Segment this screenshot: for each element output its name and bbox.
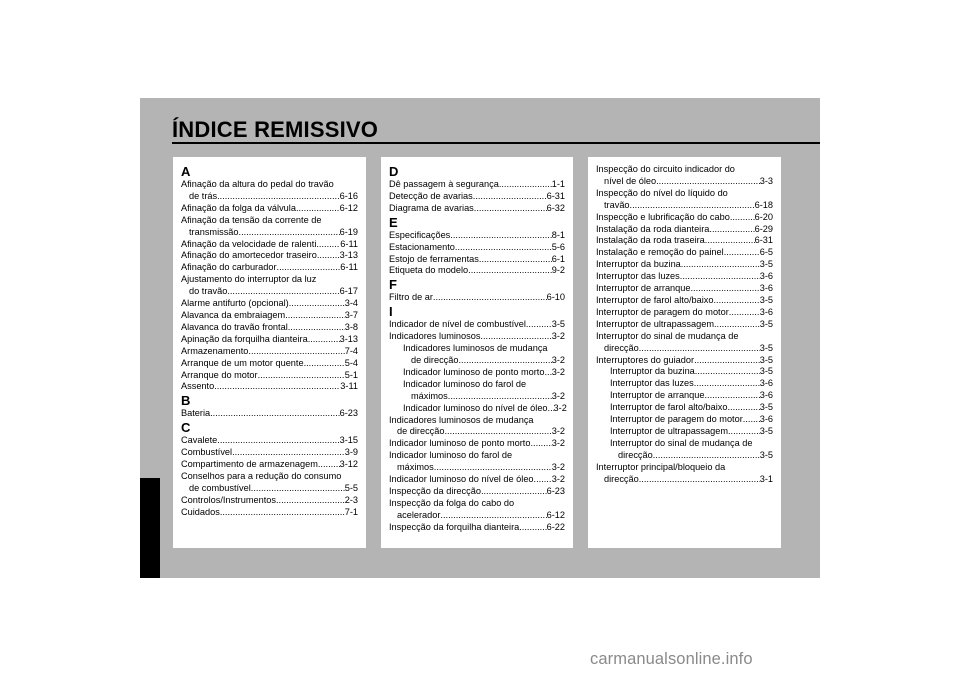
dot-leader [239,227,340,239]
index-entry-page: 3-6 [759,414,773,425]
index-entry-text: Afinação da tensão da corrente de [181,214,322,225]
index-entry-text: Interruptor de farol alto/baixo [610,402,728,413]
index-entry-text: Compartimento de armazenagem [181,459,318,470]
index-entry [389,331,565,343]
index-entry-page: 6-20 [754,211,773,222]
dot-leader [285,310,345,322]
index-entry-text: Armazenamento [181,345,249,356]
dot-leader [474,203,547,215]
index-entry-page: 3-9 [344,447,358,458]
index-entry-text: direcção [604,342,639,353]
index-entry-text: Estacionamento [389,241,455,252]
index-entry-page: 3-7 [344,309,358,320]
index-entry-text: Cuidados [181,506,220,517]
index-entry [389,474,565,486]
index-entry [389,319,565,331]
index-column-3 [588,157,781,548]
index-entry-page: 6-10 [546,292,565,303]
index-entry-text: Interruptor de farol alto/baixo [596,294,714,305]
index-entry [389,179,565,191]
dot-leader [317,250,340,262]
index-entry-page: 6-12 [546,509,565,520]
dot-leader [276,495,345,507]
index-entry-text: Afinação da folga da válvula [181,202,296,213]
index-entry [181,408,358,420]
index-entry-page: 6-29 [754,223,773,234]
index-entry-text: Indicador de nível de combustível [389,319,526,330]
dot-leader [248,346,344,358]
dot-leader [519,522,546,534]
page-title: ÍNDICE REMISSIVO [172,117,379,142]
index-entry-page: 3-13 [339,250,358,261]
dot-leader [445,426,552,438]
index-entry-text: Indicador luminoso de ponto morto [403,366,545,377]
index-entry [596,271,773,283]
dot-leader [727,402,759,414]
index-entry-text: Interruptor de arranque [610,390,705,401]
index-entry [181,191,358,203]
dot-leader [499,179,552,191]
dot-leader [730,212,755,224]
index-entry-text: Interruptor da buzina [596,259,681,270]
index-entry [596,200,773,212]
index-entry-page: 5-1 [344,369,358,380]
index-entry-text: Interruptor da buzina [610,366,695,377]
index-entry-text: Indicadores luminosos de mudança [389,414,534,425]
index-entry-page: 3-3 [759,175,773,186]
section-tab [140,478,160,578]
dot-leader [714,319,760,331]
index-entry-text: Interruptor do sinal de mudança de [610,437,753,448]
index-entry-page: 6-23 [339,408,358,419]
index-entry [596,283,773,295]
index-entry-text: direcção [618,449,653,460]
index-entry-page: 1-1 [551,179,565,189]
index-entry [181,346,358,358]
index-entry-text: Etiqueta do modelo [389,265,469,276]
index-entry [181,334,358,346]
index-entry-text: Inspecção da forquilha dianteira [389,521,520,532]
index-entry-page: 5-4 [344,357,358,368]
index-entry [181,262,358,274]
index-entry-page: 3-2 [551,474,565,485]
index-entry-text: Dê passagem à segurança [389,179,499,189]
index-entry [181,250,358,262]
dot-leader [656,176,760,188]
dot-leader [694,378,760,390]
index-entry-page: 3-5 [759,449,773,460]
index-entry-text: Indicadores luminosos [389,331,481,342]
dot-leader [227,286,339,298]
index-entry-page: 3-5 [759,354,773,365]
index-entry-page: 3-8 [344,321,358,332]
index-column-2 [381,157,573,548]
dot-leader [526,319,552,331]
index-entry [596,366,773,378]
index-entry [181,459,358,471]
index-entry-text: travão [604,199,630,210]
index-entry [181,298,358,310]
dot-leader [258,370,345,382]
index-entry-text: Inspecção e lubrificação do cabo [596,211,730,222]
index-entry [596,343,773,355]
index-entry [389,254,565,266]
index-entry-text: Instalação da roda dianteira [596,223,710,234]
index-entry-page: 6-31 [754,235,773,246]
index-entry [596,176,773,188]
index-entry-text: Assento [181,381,215,392]
watermark: carmanualsonline.info [590,650,753,668]
dot-leader [448,391,552,403]
index-entry-text: Ajustamento do interruptor da luz [181,274,317,285]
index-entry-text: Interruptor das luzes [596,271,680,282]
index-entry [596,414,773,426]
index-entry-text: Interruptor de arranque [596,283,691,294]
index-entry-page: 3-6 [759,378,773,389]
index-entry-page: 3-2 [553,402,567,413]
index-entry-text: máximos [397,462,434,473]
dot-leader [653,450,760,462]
index-letter-heading: D [389,164,399,179]
index-entry [181,227,358,239]
index-entry-text: Indicadores luminosos de mudança [403,343,548,354]
index-entry-page: 3-15 [339,435,358,446]
index-entry-page: 5-6 [551,241,565,252]
index-entry-text: Indicador luminoso do farol de [389,450,513,461]
dot-leader [277,262,341,274]
index-entry-page: 3-5 [759,259,773,270]
title-rule [172,142,820,144]
index-entry-page: 3-2 [551,462,565,473]
index-entry [596,378,773,390]
index-entry-page: 6-16 [339,190,358,201]
index-entry-text: Interruptor das luzes [610,378,694,389]
index-entry-page: 6-1 [551,253,565,264]
dot-leader [534,474,552,486]
index-entry [181,286,358,298]
index-entry-text: Diagrama de avarias [389,202,474,213]
index-entry [596,474,773,486]
index-entry [389,403,565,415]
index-entry-page: 3-2 [551,366,565,377]
dot-leader [691,283,760,295]
dot-leader [680,271,760,283]
dot-leader [220,507,345,519]
index-letter-heading: C [181,420,191,436]
dot-leader [639,343,760,355]
dot-leader [217,435,339,447]
index-entry [389,391,565,403]
index-entry-page: 3-13 [339,333,358,344]
index-entry [596,450,773,462]
index-entry-page: 3-2 [551,390,565,401]
dot-leader [705,390,760,402]
index-entry-text: Inspecção da folga do cabo do [389,497,515,508]
index-entry-text: de direcção [411,354,459,365]
index-entry-page: 6-31 [546,190,565,201]
index-entry [596,390,773,402]
index-entry [389,292,565,304]
index-entry-page: 3-12 [339,459,358,470]
index-entry-page: 3-5 [759,342,773,353]
dot-leader [296,203,340,215]
dot-leader [480,331,551,343]
dot-leader [743,414,760,426]
index-entry [181,507,358,519]
index-entry [181,495,358,507]
index-entry-text: de direcção [397,426,445,437]
index-entry [596,212,773,224]
index-entry-text: Instalação da roda traseira [596,235,705,246]
index-entry-text: Inspecção da direcção [389,485,481,496]
index-entry-text: transmissão [189,226,239,237]
dot-leader [681,259,760,271]
index-entry-text: Interruptor de paragem do motor [610,414,743,425]
index-entry-text: máximos [411,390,448,401]
index-entry-text: Afinação da velocidade de ralenti [181,238,317,249]
index-entry [389,355,565,367]
index-entry-page: 3-5 [759,294,773,305]
dot-leader [694,355,760,367]
index-entry [181,447,358,459]
index-entry [389,522,565,534]
index-entry [596,307,773,319]
index-entry-page: 3-11 [340,381,358,392]
index-entry-page: 3-5 [759,318,773,329]
index-entry-text: Detecção de avarias [389,190,473,201]
dot-leader [473,191,547,203]
index-entry [181,310,358,322]
index-entry [596,319,773,331]
dot-leader [450,230,551,242]
index-entry-text: Apinação da forquilha dianteira [181,333,308,344]
dot-leader [434,462,552,474]
index-entry-page: 3-5 [551,319,565,330]
index-entry-text: Indicador luminoso do nível de óleo [389,474,534,485]
dot-leader [729,307,760,319]
dot-leader [695,366,760,378]
index-entry [596,235,773,247]
dot-leader [289,298,345,310]
index-entry-text: Alavanca do travão frontal [181,321,288,332]
index-entry [389,265,565,277]
index-entry-text: Inspecção do circuito indicador do [596,164,735,174]
index-entry [181,435,358,447]
index-entry-page: 3-2 [551,426,565,437]
index-entry-text: acelerador [397,509,441,520]
index-entry-text: Filtro de ar [389,292,433,303]
index-entry-page: 6-11 [340,238,358,249]
index-entry [389,426,565,438]
index-entry-text: Interruptores do guiador [596,354,695,365]
index-entry-page: 6-11 [340,262,358,273]
index-entry-page: 6-17 [339,286,358,297]
dot-leader [304,358,345,370]
index-entry-page: 3-6 [759,271,773,282]
index-entry-page: 6-18 [754,199,773,210]
index-entry-text: Afinação da altura do pedal do travão [181,179,334,189]
dot-leader [433,292,547,304]
index-entry [389,367,565,379]
index-entry [389,486,565,498]
index-entry-text: Indicador luminoso de ponto morto [389,438,531,449]
index-entry [596,402,773,414]
index-letter-heading: A [181,164,191,179]
dot-leader [214,381,340,393]
index-entry-page: 5-5 [344,482,358,493]
index-entry-page: 8-1 [551,229,565,240]
index-entry-page: 3-6 [759,390,773,401]
index-entry-text: Inspecção do nível do líquido do [596,187,728,198]
index-entry-page: 3-5 [759,425,773,436]
index-entry-text: Especificações [389,229,451,240]
dot-leader [288,322,345,334]
index-entry-text: Controlos/Instrumentos [181,494,276,505]
dot-leader [440,510,546,522]
dot-leader [210,408,339,420]
dot-leader [481,486,547,498]
index-entry-page: 6-23 [546,485,565,496]
index-entry-text: direcção [604,473,639,484]
dot-leader [724,247,760,259]
index-entry-text: Interruptor principal/bloqueio da [596,461,726,472]
index-entry [181,203,358,215]
index-entry-text: Cavalete [181,435,218,446]
index-entry [596,224,773,236]
index-entry-text: Arranque do motor [181,369,258,380]
index-entry [596,355,773,367]
dot-leader [455,242,552,254]
index-entry-text: de trás [189,190,218,201]
dot-leader [217,191,340,203]
index-letter-heading: I [389,304,393,320]
index-entry [181,239,358,251]
index-entry [181,483,358,495]
index-entry-page: 3-2 [551,354,565,365]
index-entry-text: Alarme antifurto (opcional) [181,298,289,309]
index-entry-text: Interruptor de ultrapassagem [596,318,714,329]
index-entry-text: Afinação do carburador [181,262,277,273]
index-entry-page: 2-3 [344,494,358,505]
dot-leader [728,426,760,438]
index-entry-text: Estojo de ferramentas [389,253,479,264]
index-entry-text: do travão [189,286,228,297]
index-letter-heading: B [181,393,191,409]
index-entry-page: 6-12 [339,202,358,213]
index-entry-text: Conselhos para a redução do consumo [181,470,342,481]
index-entry [596,426,773,438]
dot-leader [468,265,552,277]
dot-leader [318,459,340,471]
index-entry [596,259,773,271]
index-entry-text: Indicador luminoso do farol de [403,378,527,389]
index-entry [181,370,358,382]
index-entry [389,510,565,522]
index-entry [389,462,565,474]
index-entry [389,191,565,203]
dot-leader [630,200,755,212]
index-entry-page: 9-2 [551,265,565,276]
index-entry [181,358,358,370]
index-entry-page: 3-5 [759,366,773,377]
index-entry-text: Bateria [181,408,211,419]
index-entry-text: Indicador luminoso do nível de óleo [403,402,548,413]
index-entry-page: 3-6 [759,283,773,294]
dot-leader [639,474,760,486]
index-entry-text: de combustível [189,482,251,493]
dot-leader [713,295,759,307]
index-entry-page: 3-1 [759,473,773,484]
index-entry-text: Interruptor de ultrapassagem [610,425,728,436]
index-entry-text: Arranque de um motor quente [181,357,304,368]
index-entry [596,295,773,307]
index-entry-text: Interruptor de paragem do motor [596,306,729,317]
index-letter-heading: E [389,214,398,230]
index-entry [389,438,565,450]
index-entry-page: 7-1 [344,506,358,517]
index-entry [389,230,565,242]
index-entry [181,381,358,393]
index-letter-heading: F [389,277,397,293]
dot-leader [705,235,755,247]
index-entry-page: 3-2 [551,331,565,342]
index-entry-page: 6-5 [759,247,773,258]
index-entry-text: Combustível [181,447,233,458]
index-entry-text: nível de óleo [604,175,657,186]
dot-leader [308,334,340,346]
dot-leader [459,355,552,367]
index-entry-page: 7-4 [344,345,358,356]
index-entry [389,203,565,215]
index-entry-page: 3-5 [759,402,773,413]
index-entry [181,322,358,334]
dot-leader [530,438,551,450]
dot-leader [709,224,754,236]
dot-leader [316,239,340,251]
index-entry-page: 6-22 [546,521,565,532]
index-column-1 [173,157,366,548]
index-entry-page: 6-32 [546,202,565,213]
dot-leader [479,254,552,266]
index-entry-page: 6-19 [339,226,358,237]
index-entry-text: Instalação e remoção do painel [596,247,724,258]
dot-leader [232,447,345,459]
index-entry [596,247,773,259]
dot-leader [251,483,345,495]
index-entry-page: 3-4 [344,298,358,309]
dot-leader [544,367,551,379]
index-entry-page: 3-6 [759,306,773,317]
index-entry [389,242,565,254]
index-entry-text: Interruptor do sinal de mudança de [596,330,739,341]
index-entry-page: 3-2 [551,438,565,449]
index-entry-text: Afinação do amortecedor traseiro [181,250,317,261]
index-entry-text: Alavanca da embraiagem [181,309,286,320]
